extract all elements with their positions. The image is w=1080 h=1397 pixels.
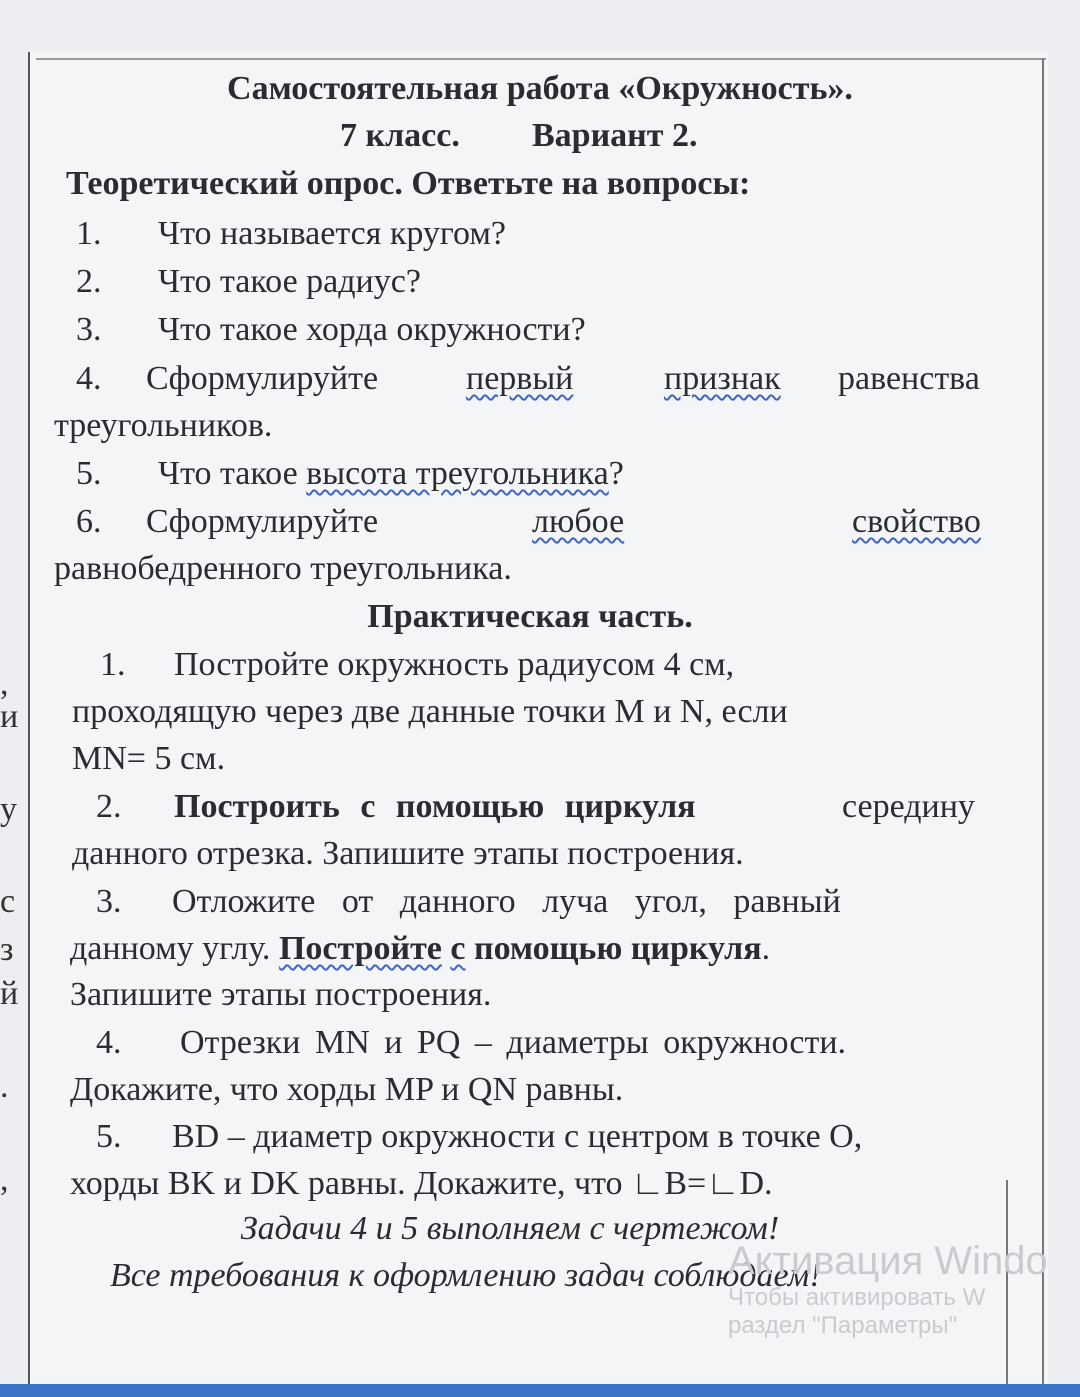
- document-title: Самостоятельная работа «Окружность».: [227, 70, 853, 107]
- task-text: середину: [842, 788, 975, 825]
- task-text: проходящую через две данные точки M и N, если: [72, 693, 788, 730]
- question-text: [158, 455, 624, 492]
- page-right-edge: [1042, 58, 1044, 1388]
- task-text: Отрезки MN и PQ – диаметры окружности.: [180, 1024, 847, 1061]
- question-text-continued: равнобедренного треугольника.: [54, 550, 512, 587]
- question-text: Сформулируйте: [146, 360, 379, 397]
- left-fragment: с: [0, 883, 16, 920]
- note-line: Все требования к оформлению задач соблюдаем!: [110, 1257, 821, 1294]
- note-line: Задачи 4 и 5 выполняем с чертежом!: [240, 1210, 780, 1247]
- underlined-word: свойство: [852, 503, 981, 540]
- question-text: Что такое радиус?: [158, 263, 421, 300]
- task-text: [70, 930, 770, 967]
- taskbar-edge: [0, 1384, 1080, 1397]
- windows-activation-watermark: [728, 1238, 1048, 1339]
- question-number: 2.: [76, 263, 102, 300]
- question-number: 4.: [76, 360, 102, 397]
- question-number: 3.: [76, 311, 102, 348]
- underlined-word: любое: [532, 503, 625, 540]
- question-text: Что такое хорда окружности?: [158, 311, 586, 348]
- question-text: равенства: [838, 360, 980, 397]
- question-number: 1.: [76, 215, 102, 252]
- watermark-line: раздел "Параметры": [728, 1311, 958, 1339]
- question-text: Что называется кругом?: [158, 215, 506, 252]
- left-fragment: у: [0, 791, 17, 828]
- task-number: 1.: [100, 646, 126, 683]
- period: .: [761, 930, 771, 967]
- task-text: Докажите, что хорды MP и QN равны.: [70, 1071, 624, 1108]
- task-text: хорды BK и DK равны. Докажите, что ∟B=∟D.: [70, 1165, 773, 1202]
- task-text: BD – диаметр окружности с центром в точке O,: [172, 1118, 863, 1155]
- watermark-line: Чтобы активировать W: [728, 1284, 986, 1311]
- underlined-word: признак: [664, 360, 781, 397]
- underlined-word: первый: [466, 360, 574, 397]
- variant-label: Вариант 2.: [532, 117, 698, 154]
- task-text: MN= 5 см.: [72, 740, 226, 777]
- question-number: 6.: [76, 503, 102, 540]
- watermark-line: Активация Windo: [728, 1239, 1048, 1283]
- question-text-continued: треугольников.: [54, 407, 273, 444]
- question-mark: ?: [608, 455, 624, 492]
- task-text-bold: Построить с помощью циркуля: [174, 788, 696, 825]
- left-fragment: ,: [0, 1161, 9, 1198]
- task-number: 4.: [96, 1024, 122, 1061]
- task-text: данного отрезка. Запишите этапы построения.: [72, 835, 744, 872]
- underlined-phrase: высота треугольника: [306, 455, 609, 492]
- class-label: 7 класс.: [340, 117, 460, 154]
- question-number: 5.: [76, 455, 102, 492]
- task-text: Запишите этапы построения.: [70, 976, 492, 1013]
- theory-heading: Теоретический опрос. Ответьте на вопросы:: [66, 165, 751, 202]
- left-fragment: й: [0, 975, 19, 1012]
- left-fragment: .: [0, 1068, 9, 1105]
- left-fragment: з: [0, 931, 14, 968]
- task-text-bold: помощью циркуля: [473, 930, 762, 967]
- page-top-edge: [36, 58, 1046, 60]
- task-text-part: данному углу.: [70, 930, 271, 967]
- left-fragment: и: [0, 698, 19, 735]
- task-number: 3.: [96, 883, 122, 920]
- underlined-bold-word: Постройте: [278, 930, 442, 967]
- left-fragment: ,: [0, 665, 9, 702]
- question-text: Сформулируйте: [146, 503, 379, 540]
- task-number: 2.: [96, 788, 122, 825]
- task-text: Постройте окружность радиусом 4 см,: [174, 646, 735, 683]
- underlined-bold-word: с: [450, 930, 466, 967]
- question-text-part: Что такое: [158, 455, 298, 492]
- task-text: Отложите от данного луча угол, равный: [172, 883, 841, 920]
- task-number: 5.: [96, 1118, 122, 1155]
- practice-heading: Практическая часть.: [367, 598, 693, 635]
